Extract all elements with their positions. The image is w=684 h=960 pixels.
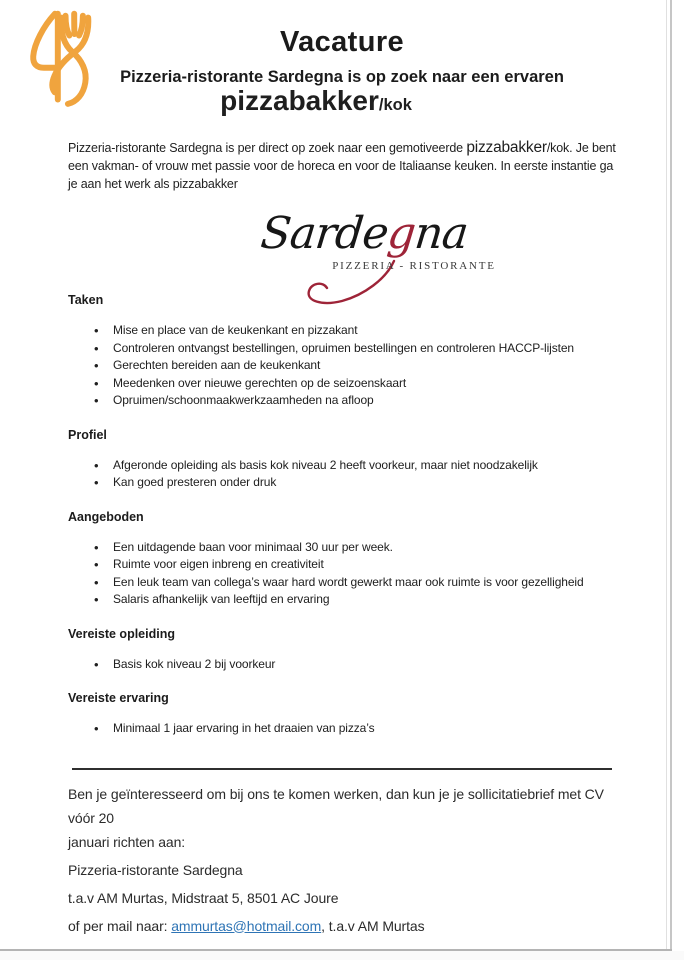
- wordmark-left: Sarde: [258, 208, 391, 259]
- list-item: • Controleren ontvangst bestellingen, opruimen bestellingen en controleren HACCP-lijsten: [68, 340, 627, 358]
- section-list-vereiste-ervaring: [68, 720, 627, 738]
- section-heading-taken: Taken: [68, 293, 104, 307]
- intro-highlight: pizzabakker: [466, 139, 547, 156]
- email-line-after: , t.a.v AM Murtas: [321, 917, 425, 934]
- vacancy-sections: [68, 292, 627, 738]
- fork-tine-right: [79, 16, 83, 36]
- wordmark-right: na: [411, 208, 470, 259]
- role-title: [0, 85, 658, 117]
- list-item: • Ruimte voor eigen inbreng en creativiteit: [68, 556, 627, 574]
- page-edge-right-outer: [666, 0, 667, 960]
- list-item: • Basis kok niveau 2 bij voorkeur: [68, 656, 627, 674]
- list-item: • Een uitdagende baan voor minimaal 30 uur per week.: [68, 539, 627, 557]
- intro-paragraph: [68, 139, 624, 193]
- email-link[interactable]: ammurtas@hotmail.com: [171, 917, 322, 934]
- sardegna-logo: [0, 209, 684, 275]
- closing-paragraph: [68, 782, 624, 854]
- list-item: • Salaris afhankelijk van leeftijd en ervaring: [68, 591, 627, 609]
- page-edge-right: [670, 0, 672, 960]
- section-heading-profiel: Profiel: [68, 427, 107, 442]
- list-item: • Opruimen/schoonmaakwerkzaamheden na afloop: [68, 392, 627, 410]
- closing-line-2: januari richten aan:: [68, 833, 186, 850]
- list-item: • Mise en place van de keukenkant en pizzakant: [68, 322, 627, 340]
- company-name: Pizzeria-ristorante Sardegna: [68, 861, 243, 878]
- section-heading-vereiste-ervaring: Vereiste ervaring: [68, 691, 169, 705]
- role-title-small: /kok: [378, 96, 412, 114]
- email-line: [68, 914, 624, 938]
- section-heading-aangeboden: Aangeboden: [68, 509, 144, 524]
- intro-text-before: Pizzeria-ristorante Sardegna is per direct op zoek naar een gemotiveerde: [68, 141, 467, 155]
- section-heading-vereiste-opleiding: Vereiste opleiding: [68, 626, 175, 641]
- section-list-vereiste-opleiding: [68, 656, 627, 674]
- page-title: Vacature: [279, 26, 405, 58]
- closing-line-1: Ben je geïnteresseerd om bij ons te komen werken, dan kun je je sollicitatiebrief met CV vóór 20: [68, 785, 604, 826]
- divider-line: [72, 768, 612, 770]
- list-item: • Afgeronde opleiding als basis kok niveau 2 heeft voorkeur, maar niet noodzakelijk: [68, 457, 627, 475]
- wordmark-accent-g: g: [384, 208, 418, 259]
- list-item: • Gerechten bereiden aan de keukenkant: [68, 357, 627, 375]
- fork-tine-left: [66, 16, 70, 36]
- page-edge-bottom-shadow: [0, 951, 684, 960]
- list-item: • Meedenken over nieuwe gerechten op de seizoenskaart: [68, 375, 627, 393]
- section-list-taken: [68, 322, 627, 410]
- intro-text-after: /kok. Je bent een vakman- of vrouw met passie voor de horeca en voor de Italiaanse keuken. In eerste instantie ga je aan het werk als pizzabakker: [68, 141, 616, 191]
- sardegna-tagline: PIZZERIA - RISTORANTE: [332, 260, 496, 272]
- email-line-before: of per mail naar:: [68, 917, 172, 934]
- contact-footer: [68, 782, 624, 938]
- knife-blade: [33, 14, 58, 68]
- vacancy-subtitle: Pizzeria-ristorante Sardegna is op zoek naar een ervaren: [120, 68, 564, 86]
- list-item: • Een leuk team van collega’s waar hard wordt gewerkt maar ook ruimte is voor gezelligheid: [68, 574, 627, 592]
- postal-address: t.a.v AM Murtas, Midstraat 5, 8501 AC Joure: [68, 889, 339, 906]
- section-list-profiel: [68, 457, 627, 492]
- list-item: • Minimaal 1 jaar ervaring in het draaien van pizza’s: [68, 720, 627, 738]
- list-item: • Kan goed presteren onder druk: [68, 474, 627, 492]
- role-title-big: pizzabakker: [220, 85, 379, 116]
- section-list-aangeboden: [68, 539, 627, 609]
- sardegna-wordmark: [258, 209, 470, 259]
